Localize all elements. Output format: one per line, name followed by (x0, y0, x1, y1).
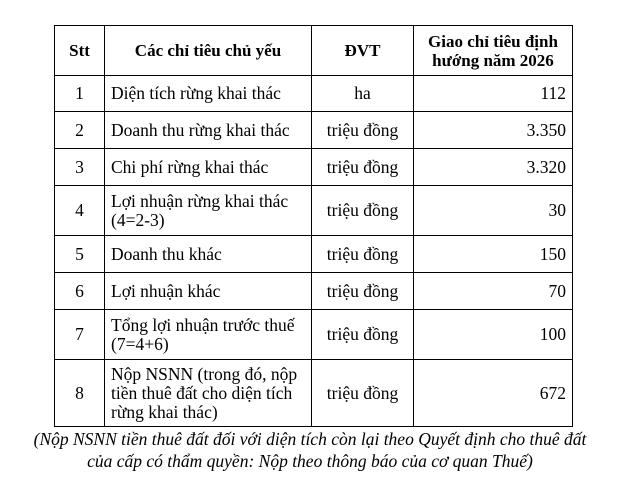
row-value: 70 (414, 273, 573, 310)
row-value: 3.350 (414, 112, 573, 149)
row-indicator: Doanh thu khác (105, 236, 312, 273)
row-value: 150 (414, 236, 573, 273)
row-unit: triệu đồng (312, 112, 414, 149)
table-row (55, 186, 573, 236)
table-row (55, 360, 573, 427)
row-value: 3.320 (414, 149, 573, 186)
row-unit: triệu đồng (312, 310, 414, 360)
row-value: 112 (414, 76, 573, 112)
footnote-line-1: (Nộp NSNN tiền thuê đất đối với diện tích còn lại theo Quyết định cho thuê đất (33, 429, 587, 449)
row-stt: 5 (55, 236, 105, 273)
row-indicator: Nộp NSNN (trong đó, nộp tiền thuê đất cho diện tích rừng khai thác) (105, 360, 312, 427)
row-unit: triệu đồng (312, 186, 414, 236)
row-indicator: Diện tích rừng khai thác (105, 76, 312, 112)
table-row (55, 112, 573, 149)
row-unit: ha (312, 76, 414, 112)
row-unit: triệu đồng (312, 236, 414, 273)
table-row (55, 310, 573, 360)
row-indicator: Lợi nhuận khác (105, 273, 312, 310)
header-unit: ĐVT (312, 26, 414, 76)
row-value: 672 (414, 360, 573, 427)
table-row (55, 149, 573, 186)
footnote-line-2: của cấp có thẩm quyền: Nộp theo thông báo của cơ quan Thuế) (87, 451, 533, 471)
footnote (0, 428, 620, 472)
header-indicator: Các chỉ tiêu chủ yếu (105, 26, 312, 76)
row-stt: 8 (55, 360, 105, 427)
row-indicator: Chi phí rừng khai thác (105, 149, 312, 186)
targets-table (54, 25, 573, 427)
row-stt: 7 (55, 310, 105, 360)
row-unit: triệu đồng (312, 360, 414, 427)
row-stt: 1 (55, 76, 105, 112)
row-indicator: Doanh thu rừng khai thác (105, 112, 312, 149)
header-target: Giao chỉ tiêu định hướng năm 2026 (414, 26, 573, 76)
table-row (55, 76, 573, 112)
row-unit: triệu đồng (312, 149, 414, 186)
row-value: 30 (414, 186, 573, 236)
row-value: 100 (414, 310, 573, 360)
table-header-row (55, 26, 573, 76)
row-stt: 6 (55, 273, 105, 310)
row-unit: triệu đồng (312, 273, 414, 310)
row-indicator: Lợi nhuận rừng khai thác (4=2-3) (105, 186, 312, 236)
table-row (55, 236, 573, 273)
row-stt: 2 (55, 112, 105, 149)
header-stt: Stt (55, 26, 105, 76)
table-row (55, 273, 573, 310)
row-indicator: Tổng lợi nhuận trước thuế (7=4+6) (105, 310, 312, 360)
row-stt: 3 (55, 149, 105, 186)
row-stt: 4 (55, 186, 105, 236)
